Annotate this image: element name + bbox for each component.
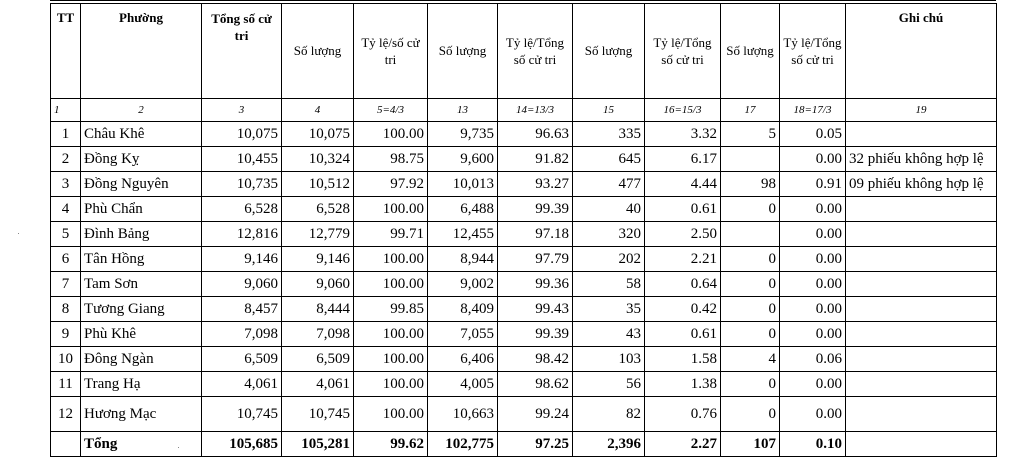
row-total-voters: 12,816 bbox=[202, 222, 282, 247]
table-row bbox=[51, 222, 997, 247]
row-c14: 93.27 bbox=[498, 172, 573, 197]
row-c14: 97.18 bbox=[498, 222, 573, 247]
row-c4: 10,745 bbox=[282, 397, 354, 432]
row-ward-name: Trang Hạ bbox=[81, 372, 202, 397]
row-c15: 202 bbox=[573, 247, 645, 272]
row-c4: 4,061 bbox=[282, 372, 354, 397]
row-c5: 100.00 bbox=[354, 122, 428, 147]
row-c16: 6.17 bbox=[645, 147, 721, 172]
row-c16: 0.61 bbox=[645, 322, 721, 347]
row-c16: 2.21 bbox=[645, 247, 721, 272]
row-c14: 99.39 bbox=[498, 197, 573, 222]
row-c17: 5 bbox=[721, 122, 780, 147]
row-c5: 100.00 bbox=[354, 372, 428, 397]
row-c13: 10,663 bbox=[428, 397, 498, 432]
row-c13: 6,406 bbox=[428, 347, 498, 372]
table-row bbox=[51, 397, 997, 432]
column-index: 19 bbox=[846, 99, 997, 122]
row-c5: 100.00 bbox=[354, 347, 428, 372]
row-c16: 0.64 bbox=[645, 272, 721, 297]
table-row bbox=[51, 197, 997, 222]
row-ward-name: Đông Ngàn bbox=[81, 347, 202, 372]
row-tt: 12 bbox=[51, 397, 81, 432]
row-tt: 4 bbox=[51, 197, 81, 222]
row-c5: 99.71 bbox=[354, 222, 428, 247]
row-tt: 8 bbox=[51, 297, 81, 322]
row-ward-name: Đình Bảng bbox=[81, 222, 202, 247]
row-note bbox=[846, 197, 997, 222]
row-c14: 98.62 bbox=[498, 372, 573, 397]
row-c16: 0.42 bbox=[645, 297, 721, 322]
row-c18: 0.91 bbox=[780, 172, 846, 197]
row-c4: 7,098 bbox=[282, 322, 354, 347]
row-tt: 11 bbox=[51, 372, 81, 397]
column-index-row bbox=[51, 99, 997, 122]
row-tt: 1 bbox=[51, 122, 81, 147]
row-note bbox=[846, 247, 997, 272]
row-c15: 35 bbox=[573, 297, 645, 322]
row-c4: 10,324 bbox=[282, 147, 354, 172]
row-c4: 10,512 bbox=[282, 172, 354, 197]
column-index: 13 bbox=[428, 99, 498, 122]
row-tt: 6 bbox=[51, 247, 81, 272]
column-index: 16=15/3 bbox=[645, 99, 721, 122]
header-tt: TT bbox=[51, 4, 81, 99]
row-ward-name: Tân Hồng bbox=[81, 247, 202, 272]
row-tt: 3 bbox=[51, 172, 81, 197]
row-tt: 9 bbox=[51, 322, 81, 347]
row-c18: 0.00 bbox=[780, 322, 846, 347]
header-ty-le-cu-tri: Tỷ lệ/số cử tri bbox=[354, 4, 428, 99]
row-total-voters: 10,735 bbox=[202, 172, 282, 197]
row-c14: 99.24 bbox=[498, 397, 573, 432]
row-c5: 100.00 bbox=[354, 247, 428, 272]
row-c15: 477 bbox=[573, 172, 645, 197]
row-c5: 97.92 bbox=[354, 172, 428, 197]
column-index: 4 bbox=[282, 99, 354, 122]
table-row bbox=[51, 172, 997, 197]
total-note bbox=[846, 432, 997, 457]
row-tt: 2 bbox=[51, 147, 81, 172]
row-total-voters: 10,075 bbox=[202, 122, 282, 147]
row-c16: 3.32 bbox=[645, 122, 721, 147]
column-index: 2 bbox=[81, 99, 202, 122]
row-c17: 0 bbox=[721, 372, 780, 397]
row-c18: 0.00 bbox=[780, 247, 846, 272]
row-ward-name: Phù Khê bbox=[81, 322, 202, 347]
row-c14: 99.43 bbox=[498, 297, 573, 322]
row-c16: 2.50 bbox=[645, 222, 721, 247]
row-c15: 40 bbox=[573, 197, 645, 222]
row-c15: 58 bbox=[573, 272, 645, 297]
table-row bbox=[51, 297, 997, 322]
row-c13: 8,944 bbox=[428, 247, 498, 272]
row-tt: 10 bbox=[51, 347, 81, 372]
row-total-voters: 10,745 bbox=[202, 397, 282, 432]
total-c17: 107 bbox=[721, 432, 780, 457]
table-row bbox=[51, 147, 997, 172]
row-c13: 6,488 bbox=[428, 197, 498, 222]
row-c15: 56 bbox=[573, 372, 645, 397]
election-results-table bbox=[50, 3, 997, 457]
total-c14: 97.25 bbox=[498, 432, 573, 457]
header-ghi-chu: Ghi chú bbox=[846, 4, 997, 99]
row-ward-name: Phù Chẩn bbox=[81, 197, 202, 222]
row-c18: 0.00 bbox=[780, 372, 846, 397]
column-index: 3 bbox=[202, 99, 282, 122]
row-ward-name: Tam Sơn bbox=[81, 272, 202, 297]
row-note: 09 phiếu không hợp lệ bbox=[846, 172, 997, 197]
row-c4: 9,146 bbox=[282, 247, 354, 272]
table-row bbox=[51, 322, 997, 347]
column-index: 18=17/3 bbox=[780, 99, 846, 122]
row-ward-name: Châu Khê bbox=[81, 122, 202, 147]
row-c15: 320 bbox=[573, 222, 645, 247]
total-row bbox=[51, 432, 997, 457]
row-c17: 4 bbox=[721, 347, 780, 372]
row-note bbox=[846, 372, 997, 397]
row-c18: 0.06 bbox=[780, 347, 846, 372]
column-index: 17 bbox=[721, 99, 780, 122]
row-note bbox=[846, 347, 997, 372]
row-note bbox=[846, 222, 997, 247]
row-c13: 4,005 bbox=[428, 372, 498, 397]
data-rows bbox=[51, 122, 997, 432]
row-ward-name: Tương Giang bbox=[81, 297, 202, 322]
row-total-voters: 4,061 bbox=[202, 372, 282, 397]
header-so-luong: Số lượng bbox=[428, 4, 498, 99]
row-total-voters: 6,509 bbox=[202, 347, 282, 372]
header-so-luong: Số lượng bbox=[282, 4, 354, 99]
row-total-voters: 10,455 bbox=[202, 147, 282, 172]
row-c4: 10,075 bbox=[282, 122, 354, 147]
row-total-voters: 9,060 bbox=[202, 272, 282, 297]
row-c13: 10,013 bbox=[428, 172, 498, 197]
row-c18: 0.00 bbox=[780, 272, 846, 297]
row-c15: 43 bbox=[573, 322, 645, 347]
row-tt: 5 bbox=[51, 222, 81, 247]
table-row bbox=[51, 372, 997, 397]
row-total-voters: 7,098 bbox=[202, 322, 282, 347]
row-c14: 99.39 bbox=[498, 322, 573, 347]
row-c14: 98.42 bbox=[498, 347, 573, 372]
total-c4: 105,281 bbox=[282, 432, 354, 457]
row-c4: 6,528 bbox=[282, 197, 354, 222]
row-c15: 335 bbox=[573, 122, 645, 147]
header-ty-le-tong: Tỷ lệ/Tổng số cử tri bbox=[780, 4, 846, 99]
row-c4: 12,779 bbox=[282, 222, 354, 247]
row-c16: 4.44 bbox=[645, 172, 721, 197]
total-voters: 105,685 bbox=[202, 432, 282, 457]
row-c18: 0.00 bbox=[780, 147, 846, 172]
row-c15: 103 bbox=[573, 347, 645, 372]
row-c13: 12,455 bbox=[428, 222, 498, 247]
scan-speck bbox=[18, 233, 19, 234]
header-row bbox=[51, 4, 997, 99]
row-note: 32 phiếu không hợp lệ bbox=[846, 147, 997, 172]
table-row bbox=[51, 122, 997, 147]
total-label: Tổng bbox=[81, 432, 202, 457]
row-c14: 99.36 bbox=[498, 272, 573, 297]
row-c15: 645 bbox=[573, 147, 645, 172]
row-c13: 9,600 bbox=[428, 147, 498, 172]
row-c4: 9,060 bbox=[282, 272, 354, 297]
row-c5: 99.85 bbox=[354, 297, 428, 322]
total-c15: 2,396 bbox=[573, 432, 645, 457]
row-ward-name: Đồng Nguyên bbox=[81, 172, 202, 197]
row-c4: 6,509 bbox=[282, 347, 354, 372]
row-tt: 7 bbox=[51, 272, 81, 297]
row-ward-name: Hương Mạc bbox=[81, 397, 202, 432]
row-note bbox=[846, 322, 997, 347]
row-c18: 0.00 bbox=[780, 222, 846, 247]
row-c13: 9,735 bbox=[428, 122, 498, 147]
row-c13: 7,055 bbox=[428, 322, 498, 347]
total-c18: 0.10 bbox=[780, 432, 846, 457]
row-note bbox=[846, 272, 997, 297]
row-c16: 0.61 bbox=[645, 197, 721, 222]
row-c14: 96.63 bbox=[498, 122, 573, 147]
table-row bbox=[51, 272, 997, 297]
row-c17 bbox=[721, 147, 780, 172]
header-so-luong: Số lượng bbox=[573, 4, 645, 99]
row-total-voters: 9,146 bbox=[202, 247, 282, 272]
row-c17: 0 bbox=[721, 197, 780, 222]
row-c4: 8,444 bbox=[282, 297, 354, 322]
row-c17: 0 bbox=[721, 247, 780, 272]
row-c14: 91.82 bbox=[498, 147, 573, 172]
row-c17: 98 bbox=[721, 172, 780, 197]
row-note bbox=[846, 122, 997, 147]
row-c14: 97.79 bbox=[498, 247, 573, 272]
header-ty-le-tong: Tỷ lệ/Tổng số cử tri bbox=[645, 4, 721, 99]
column-index: 15 bbox=[573, 99, 645, 122]
row-total-voters: 8,457 bbox=[202, 297, 282, 322]
row-c16: 0.76 bbox=[645, 397, 721, 432]
row-c17 bbox=[721, 222, 780, 247]
column-index: 1 bbox=[51, 99, 81, 122]
row-c17: 0 bbox=[721, 297, 780, 322]
total-tt bbox=[51, 432, 81, 457]
row-c5: 100.00 bbox=[354, 397, 428, 432]
total-c13: 102,775 bbox=[428, 432, 498, 457]
row-c5: 100.00 bbox=[354, 322, 428, 347]
row-ward-name: Đồng Kỵ bbox=[81, 147, 202, 172]
total-c16: 2.27 bbox=[645, 432, 721, 457]
row-total-voters: 6,528 bbox=[202, 197, 282, 222]
row-c15: 82 bbox=[573, 397, 645, 432]
header-ty-le-tong: Tỷ lệ/Tổng số cử tri bbox=[498, 4, 573, 99]
row-c18: 0.00 bbox=[780, 197, 846, 222]
row-c18: 0.00 bbox=[780, 397, 846, 432]
row-note bbox=[846, 297, 997, 322]
total-c5: 99.62 bbox=[354, 432, 428, 457]
row-c13: 8,409 bbox=[428, 297, 498, 322]
row-c13: 9,002 bbox=[428, 272, 498, 297]
header-phuong: Phường bbox=[81, 4, 202, 99]
row-note bbox=[846, 397, 997, 432]
column-index: 5=4/3 bbox=[354, 99, 428, 122]
header-so-luong: Số lượng bbox=[721, 4, 780, 99]
row-c16: 1.38 bbox=[645, 372, 721, 397]
row-c17: 0 bbox=[721, 322, 780, 347]
column-index: 14=13/3 bbox=[498, 99, 573, 122]
row-c17: 0 bbox=[721, 397, 780, 432]
row-c16: 1.58 bbox=[645, 347, 721, 372]
table-row bbox=[51, 247, 997, 272]
header-tong-cu-tri: Tổng số cử tri bbox=[202, 4, 282, 99]
row-c17: 0 bbox=[721, 272, 780, 297]
row-c5: 100.00 bbox=[354, 197, 428, 222]
row-c18: 0.00 bbox=[780, 297, 846, 322]
row-c5: 100.00 bbox=[354, 272, 428, 297]
row-c5: 98.75 bbox=[354, 147, 428, 172]
table-row bbox=[51, 347, 997, 372]
row-c18: 0.05 bbox=[780, 122, 846, 147]
